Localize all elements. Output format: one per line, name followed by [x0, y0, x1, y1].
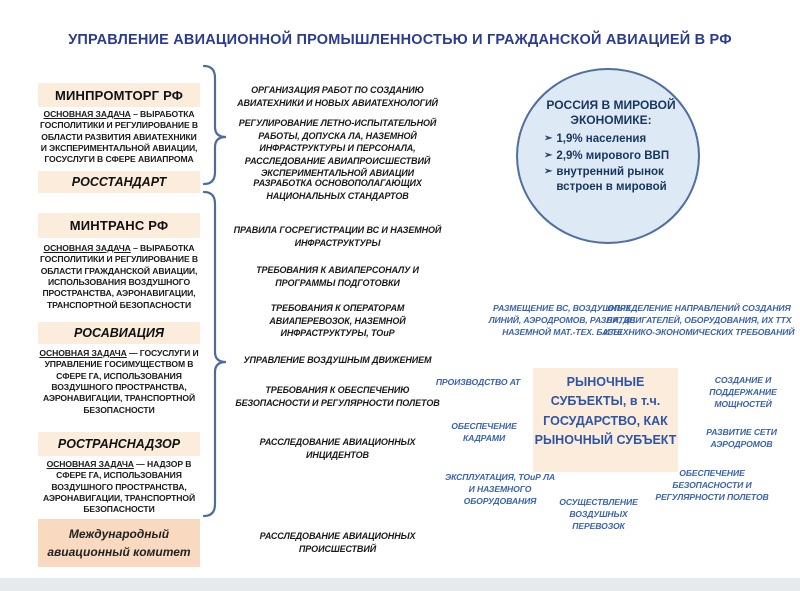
rosaviation-task-text: — ГОСУСЛУГИ И УПРАВЛЕНИЕ ГОСИМУЩЕСТВОМ В СФЕРЕ ГА, ИСПОЛЬЗОВАНИЯ ВОЗДУШНОГО ПРОСТРАНСТВА, АЭРОНАВИГАЦИИ, ТРАНСПОРТНОЙ БЕЗОПАСНОСТИ [42, 348, 199, 415]
bottom-strip [0, 578, 800, 591]
circle-bullet [544, 165, 678, 194]
market-function-capacities: СОЗДАНИЕ И ПОДДЕРЖАНИЕ МОЩНОСТЕЙ [709, 375, 777, 409]
circle-bullets [544, 132, 678, 195]
function-item: РАССЛЕДОВАНИЕ АВИАЦИОННЫХ ИНЦИДЕНТОВ [259, 437, 416, 460]
rosaviation-task [38, 348, 200, 416]
mintrans-task [38, 243, 200, 311]
page-title: УПРАВЛЕНИЕ АВИАЦИОННОЙ ПРОМЫШЛЕННОСТЬЮ И ГРАЖДАНСКОЙ АВИАЦИЕЙ В РФ [68, 32, 732, 48]
circle-bullet-text: 1,9% населения [556, 133, 647, 145]
circle-title: РОССИЯ В МИРОВОЙ ЭКОНОМИКЕ: [546, 98, 676, 127]
function-item: РАССЛЕДОВАНИЕ АВИАЦИОННЫХ ПРОИСШЕСТВИЙ [259, 531, 416, 554]
market-function-placement: РАЗМЕЩЕНИЕ ВС, ВОЗДУШНЫХ ЛИНИЙ, АЭРОДРОМОВ, РАЗВИТИЕ НАЗЕМНОЙ МАТ.-ТЕХ. БАЗЫ [488, 303, 636, 337]
market-function-flight-safety: ОБЕСПЕЧЕНИЕ БЕЗОПАСНОСТИ И РЕГУЛЯРНОСТИ ПОЛЕТОВ [655, 468, 769, 502]
market-function-transport: ОСУЩЕСТВЛЕНИЕ ВОЗДУШНЫХ ПЕРЕВОЗОК [559, 497, 638, 531]
function-item: ОРГАНИЗАЦИЯ РАБОТ ПО СОЗДАНИЮ АВИАТЕХНИКИ И НОВЫХ АВИАТЕХНОЛОГИЙ [237, 85, 438, 108]
function-item: РЕГУЛИРОВАНИЕ ЛЕТНО-ИСПЫТАТЕЛЬНОЙ РАБОТЫ, ДОПУСКА ЛА, НАЗЕМНОЙ ИНФРАСТРУКТУРЫ И ПЕРСОНАЛА, РАССЛЕДОВАНИЕ АВИАПРОИСШЕСТВИЙ ЭКСПЕРИМЕНТАЛЬНОЙ АВИАЦИИ [238, 118, 437, 179]
rostransnadzor-task [38, 459, 200, 516]
circle-bullet-text: 2,9% мирового ВВП [556, 149, 670, 162]
minpromtorg-task [38, 109, 200, 166]
minpromtorg-task-label: ОСНОВНАЯ ЗАДАЧА [43, 109, 131, 119]
function-item: ТРЕБОВАНИЯ К ОПЕРАТОРАМ АВИАПЕРЕВОЗОК, НАЗЕМНОЙ ИНФРАСТРУКТУРЫ, ТОиР [269, 303, 406, 339]
circle-bullet [544, 149, 678, 164]
brace-minpromtorg-icon [204, 66, 226, 184]
box-rosstandart: РОССТАНДАРТ [38, 171, 200, 193]
market-function-operation: ЭКСПЛУАТАЦИЯ, ТОиР ЛА И НАЗЕМНОГО ОБОРУДОВАНИЯ [445, 472, 555, 506]
market-function-staffing: ОБЕСПЕЧЕНИЕ КАДРАМИ [451, 421, 517, 443]
function-item: ТРЕБОВАНИЯ К АВИАПЕРСОНАЛУ И ПРОГРАММЫ ПОДГОТОВКИ [256, 265, 419, 288]
rostransnadzor-task-label: ОСНОВНАЯ ЗАДАЧА [46, 459, 134, 469]
function-item: ТРЕБОВАНИЯ К ОБЕСПЕЧЕНИЮ БЕЗОПАСНОСТИ И РЕГУЛЯРНОСТИ ПОЛЕТОВ [235, 385, 440, 408]
box-mintrans: МИНТРАНС РФ [38, 213, 200, 238]
curly-braces [202, 0, 232, 591]
market-function-aerodrome-network: РАЗВИТИЕ СЕТИ АЭРОДРОМОВ [706, 427, 777, 449]
circle-bullet-text: внутренний рынок встроен в мировой [556, 166, 667, 194]
minpromtorg-task-text: – ВЫРАБОТКА ГОСПОЛИТИКИ И РЕГУЛИРОВАНИЕ В ОБЛАСТИ РАЗВИТИЯ АВИАТЕХНИКИ И ЭКСПЕРИМЕНТАЛЬНОЙ АВИАЦИИ, ГОСУСЛУГИ В СФЕРЕ АВИАПРОМА [40, 109, 198, 165]
rostransnadzor-task-text: — НАДЗОР В СФЕРЕ ГА, ИСПОЛЬЗОВАНИЯ ВОЗДУШНОГО ПРОСТРАНСТВА, АЭРОНАВИГАЦИИ, ТРАНСПОРТНОЙ БЕЗОПАСНОСТИ [42, 459, 196, 515]
function-item: ПРАВИЛА ГОСРЕГИСТРАЦИИ ВС И НАЗЕМНОЙ ИНФРАСТРУКТУРЫ [233, 225, 442, 248]
function-item: УПРАВЛЕНИЕ ВОЗДУШНЫМ ДВИЖЕНИЕМ [243, 355, 432, 365]
market-subjects-box: РЫНОЧНЫЕ СУБЪЕКТЫ, в т.ч. ГОСУДАРСТВО, КАК РЫНОЧНЫЙ СУБЪЕКТ [533, 368, 678, 472]
mintrans-task-label: ОСНОВНАЯ ЗАДАЧА [43, 243, 131, 253]
market-function-production: ПРОИЗВОДСТВО АТ [435, 377, 521, 387]
market-function-directions: ОПРЕДЕЛЕНИЕ НАПРАВЛЕНИЙ СОЗДАНИЯ ЛА, ДВИГАТЕЛЕЙ, ОБОРУДОВАНИЯ, ИХ ТТХ И ТЕХНИКО-ЭКОНОМИЧЕСКИХ ТРЕБОВАНИЙ [603, 303, 795, 337]
function-item: РАЗРАБОТКА ОСНОВОПОЛАГАЮЩИХ НАЦИОНАЛЬНЫХ СТАНДАРТОВ [253, 178, 422, 201]
mintrans-task-text: – ВЫРАБОТКА ГОСПОЛИТИКИ И РЕГУЛИРОВАНИЕ В ОБЛАСТИ ГРАЖДАНСКОЙ АВИАЦИИ, ИСПОЛЬЗОВАНИЯ ВОЗДУШНОГО ПРОСТРАНСТВА, АЭРОНАВИГАЦИИ, ТРАНСПОРТНОЙ БЕЗОПАСНОСТИ [40, 243, 198, 310]
box-rosaviation: РОСАВИАЦИЯ [38, 322, 200, 344]
rosaviation-task-label: ОСНОВНАЯ ЗАДАЧА [39, 348, 127, 358]
arrow-bullet-icon: ➢ [544, 149, 553, 161]
world-economy-circle [516, 68, 700, 244]
box-rostransnadzor: РОСТРАНСНАДЗОР [38, 432, 200, 456]
arrow-bullet-icon: ➢ [544, 133, 553, 144]
arrow-bullet-icon: ➢ [544, 166, 553, 178]
brace-mintrans-icon [204, 192, 226, 516]
box-minpromtorg: МИНПРОМТОРГ РФ [38, 83, 200, 107]
circle-bullet [544, 132, 678, 147]
box-mak: Международный авиационный комитет [38, 519, 200, 567]
